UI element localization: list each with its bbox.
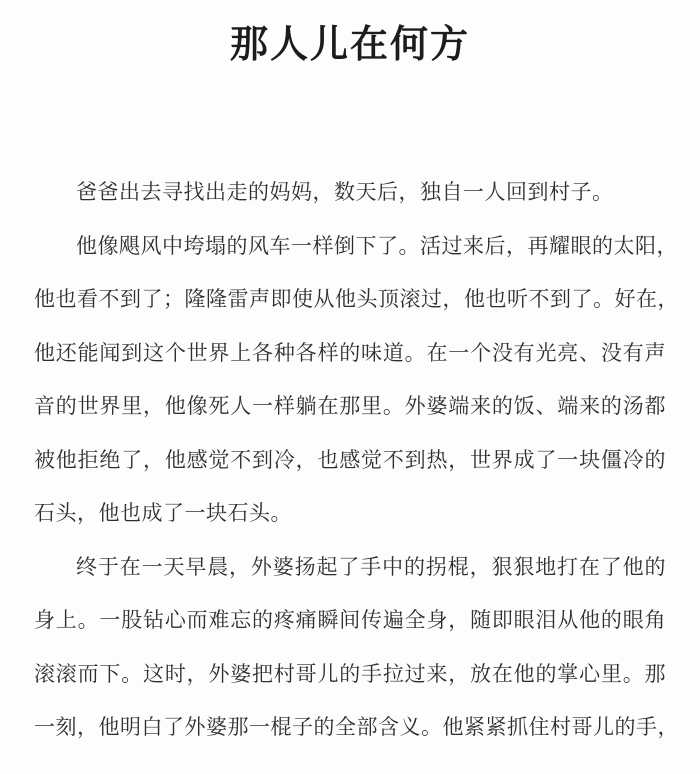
- paragraph: [34, 220, 679, 541]
- text-line: 一刻，他明白了外婆那一棍子的全部含义。他紧紧抓住村哥儿的手，: [34, 715, 679, 739]
- page-title: 那人儿在何方: [229, 24, 470, 66]
- text-line: 终于在一天早晨，外婆扬起了手中的拐棍，狠狠地打在了他的: [76, 554, 666, 579]
- paragraph: [34, 166, 666, 220]
- text-line: 滚滚而下。这时，外婆把村哥儿的手拉过来，放在他的掌心里。那: [34, 661, 666, 686]
- text-line: 他也看不到了；隆隆雷声即使从他头顶滚过，他也听不到了。好在，: [34, 287, 679, 311]
- text-line: 爸爸出去寻找出走的妈妈，数天后，独自一人回到村子。: [76, 180, 614, 204]
- paragraph: [34, 541, 679, 755]
- body-text: [34, 166, 679, 755]
- text-line: 他还能闻到这个世界上各种各样的味道。在一个没有光亮、没有声: [34, 340, 666, 365]
- text-line: 被他拒绝了，他感觉不到冷，也感觉不到热，世界成了一块僵冷的: [34, 447, 666, 472]
- text-line: 身上。一股钻心而难忘的疼痛瞬间传遍全身，随即眼泪从他的眼角: [34, 608, 666, 632]
- text-line: 他像飓风中垮塌的风车一样倒下了。活过来后，再耀眼的太阳，: [76, 233, 678, 258]
- text-line: 音的世界里，他像死人一样躺在那里。外婆端来的饭、端来的汤都: [34, 394, 666, 418]
- text-line: 石头，他也成了一块石头。: [34, 501, 292, 525]
